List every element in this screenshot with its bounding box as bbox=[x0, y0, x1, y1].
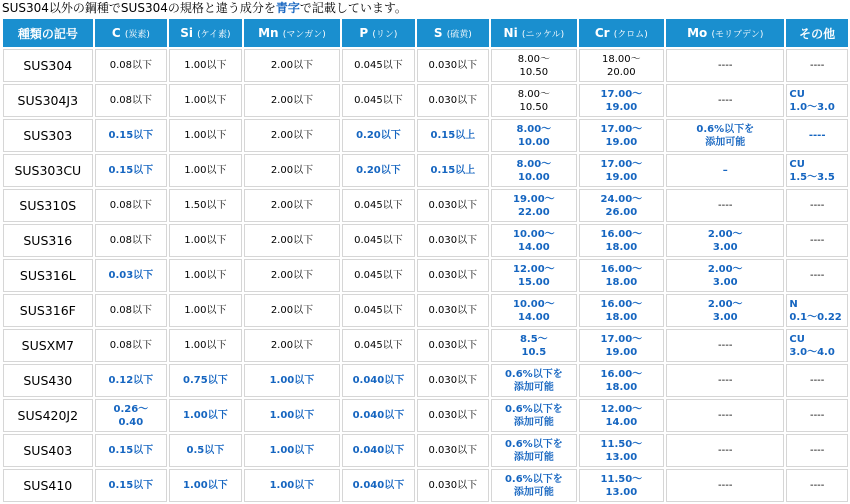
table-row bbox=[3, 154, 848, 187]
cell-silicon: 1.00以下 bbox=[169, 469, 242, 502]
table-row bbox=[3, 469, 848, 502]
table-row bbox=[3, 259, 848, 292]
cell-nickel: 0.6%以下を 添加可能 bbox=[491, 434, 577, 467]
header-molybdenum bbox=[666, 19, 784, 47]
cell-other: ---- bbox=[786, 434, 848, 467]
cell-sulfur: 0.030以下 bbox=[417, 49, 489, 82]
cell-molybdenum: 2.00～ 3.00 bbox=[666, 294, 784, 327]
header-carbon bbox=[95, 19, 167, 47]
cell-molybdenum: ---- bbox=[666, 469, 784, 502]
cell-grade: SUS303 bbox=[3, 119, 93, 152]
cell-molybdenum: ---- bbox=[666, 434, 784, 467]
cell-chromium: 24.00～ 26.00 bbox=[579, 189, 664, 222]
cell-nickel: 0.6%以下を 添加可能 bbox=[491, 364, 577, 397]
cell-grade: SUS316L bbox=[3, 259, 93, 292]
cell-molybdenum: 2.00～ 3.00 bbox=[666, 259, 784, 292]
cell-phosphorus: 0.045以下 bbox=[342, 259, 414, 292]
table-row bbox=[3, 399, 848, 432]
header-sublabel: (ケイ素) bbox=[197, 30, 231, 40]
cell-silicon: 1.00以下 bbox=[169, 119, 242, 152]
cell-silicon: 0.5以下 bbox=[169, 434, 242, 467]
cell-other: ---- bbox=[786, 364, 848, 397]
caption-prefix: SUS304以外の鋼種でSUS304の規格と違う成分を bbox=[2, 1, 276, 15]
header-sublabel: (ニッケル) bbox=[521, 30, 565, 40]
cell-nickel: 8.00～ 10.50 bbox=[491, 49, 577, 82]
cell-phosphorus: 0.040以下 bbox=[342, 364, 414, 397]
header-silicon bbox=[169, 19, 242, 47]
cell-grade: SUS316 bbox=[3, 224, 93, 257]
cell-manganese: 1.00以下 bbox=[244, 434, 341, 467]
header-label: P bbox=[359, 26, 373, 40]
steel-composition-table bbox=[1, 17, 850, 504]
cell-other: CU 1.5～3.5 bbox=[786, 154, 848, 187]
cell-molybdenum: – bbox=[666, 154, 784, 187]
caption-highlight: 青字 bbox=[275, 1, 300, 15]
cell-molybdenum: ---- bbox=[666, 364, 784, 397]
cell-manganese: 2.00以下 bbox=[244, 84, 341, 117]
cell-phosphorus: 0.045以下 bbox=[342, 224, 414, 257]
header-other bbox=[786, 19, 848, 47]
cell-chromium: 17.00～ 19.00 bbox=[579, 84, 664, 117]
cell-other: CU 3.0～4.0 bbox=[786, 329, 848, 362]
table-row bbox=[3, 119, 848, 152]
header-label: Mo bbox=[687, 26, 712, 40]
cell-other: ---- bbox=[786, 469, 848, 502]
cell-chromium: 18.00～ 20.00 bbox=[579, 49, 664, 82]
table-row bbox=[3, 329, 848, 362]
cell-manganese: 2.00以下 bbox=[244, 224, 341, 257]
cell-phosphorus: 0.040以下 bbox=[342, 399, 414, 432]
cell-chromium: 17.00～ 19.00 bbox=[579, 329, 664, 362]
cell-carbon: 0.08以下 bbox=[95, 329, 167, 362]
header-sublabel: (マンガン) bbox=[282, 30, 326, 40]
caption-suffix: で記載しています。 bbox=[299, 1, 407, 15]
cell-phosphorus: 0.040以下 bbox=[342, 469, 414, 502]
cell-carbon: 0.08以下 bbox=[95, 49, 167, 82]
cell-silicon: 1.50以下 bbox=[169, 189, 242, 222]
cell-carbon: 0.08以下 bbox=[95, 294, 167, 327]
cell-carbon: 0.15以下 bbox=[95, 469, 167, 502]
header-phosphorus bbox=[342, 19, 414, 47]
header-label: Cr bbox=[594, 26, 614, 40]
cell-carbon: 0.08以下 bbox=[95, 189, 167, 222]
cell-phosphorus: 0.045以下 bbox=[342, 84, 414, 117]
header-sublabel: (リン) bbox=[372, 30, 398, 40]
cell-phosphorus: 0.045以下 bbox=[342, 329, 414, 362]
cell-phosphorus: 0.040以下 bbox=[342, 434, 414, 467]
cell-nickel: 0.6%以下を 添加可能 bbox=[491, 469, 577, 502]
cell-silicon: 1.00以下 bbox=[169, 84, 242, 117]
cell-phosphorus: 0.045以下 bbox=[342, 49, 414, 82]
cell-carbon: 0.08以下 bbox=[95, 224, 167, 257]
cell-manganese: 1.00以下 bbox=[244, 469, 341, 502]
cell-nickel: 8.00～ 10.50 bbox=[491, 84, 577, 117]
header-label: その他 bbox=[799, 26, 836, 41]
cell-grade: SUS303CU bbox=[3, 154, 93, 187]
header-label: S bbox=[433, 26, 447, 40]
cell-sulfur: 0.030以下 bbox=[417, 469, 489, 502]
cell-manganese: 2.00以下 bbox=[244, 329, 341, 362]
cell-molybdenum: ---- bbox=[666, 189, 784, 222]
cell-nickel: 10.00～ 14.00 bbox=[491, 294, 577, 327]
cell-silicon: 1.00以下 bbox=[169, 399, 242, 432]
cell-manganese: 2.00以下 bbox=[244, 259, 341, 292]
cell-grade: SUS403 bbox=[3, 434, 93, 467]
table-row bbox=[3, 294, 848, 327]
cell-chromium: 11.50～ 13.00 bbox=[579, 434, 664, 467]
table-row bbox=[3, 84, 848, 117]
cell-phosphorus: 0.045以下 bbox=[342, 189, 414, 222]
cell-carbon: 0.15以下 bbox=[95, 434, 167, 467]
cell-sulfur: 0.030以下 bbox=[417, 434, 489, 467]
cell-molybdenum: ---- bbox=[666, 399, 784, 432]
cell-manganese: 2.00以下 bbox=[244, 49, 341, 82]
cell-molybdenum: ---- bbox=[666, 49, 784, 82]
cell-silicon: 1.00以下 bbox=[169, 224, 242, 257]
cell-sulfur: 0.030以下 bbox=[417, 399, 489, 432]
header-sublabel: (モリブデン) bbox=[711, 30, 764, 40]
cell-grade: SUS316F bbox=[3, 294, 93, 327]
cell-manganese: 2.00以下 bbox=[244, 119, 341, 152]
cell-other: N 0.1～0.22 bbox=[786, 294, 848, 327]
header-chromium bbox=[579, 19, 664, 47]
cell-sulfur: 0.030以下 bbox=[417, 364, 489, 397]
cell-carbon: 0.08以下 bbox=[95, 84, 167, 117]
cell-nickel: 19.00～ 22.00 bbox=[491, 189, 577, 222]
cell-manganese: 2.00以下 bbox=[244, 154, 341, 187]
cell-silicon: 1.00以下 bbox=[169, 329, 242, 362]
cell-chromium: 11.50～ 13.00 bbox=[579, 469, 664, 502]
cell-nickel: 8.5～ 10.5 bbox=[491, 329, 577, 362]
cell-other: ---- bbox=[786, 399, 848, 432]
header-grade bbox=[3, 19, 93, 47]
header-sulfur bbox=[417, 19, 489, 47]
cell-chromium: 16.00～ 18.00 bbox=[579, 294, 664, 327]
cell-sulfur: 0.030以下 bbox=[417, 259, 489, 292]
cell-grade: SUS410 bbox=[3, 469, 93, 502]
table-row bbox=[3, 224, 848, 257]
cell-carbon: 0.12以下 bbox=[95, 364, 167, 397]
cell-grade: SUS304J3 bbox=[3, 84, 93, 117]
cell-silicon: 1.00以下 bbox=[169, 49, 242, 82]
cell-silicon: 1.00以下 bbox=[169, 154, 242, 187]
header-nickel bbox=[491, 19, 577, 47]
cell-grade: SUS310S bbox=[3, 189, 93, 222]
cell-chromium: 16.00～ 18.00 bbox=[579, 364, 664, 397]
cell-sulfur: 0.15以上 bbox=[417, 154, 489, 187]
cell-sulfur: 0.030以下 bbox=[417, 189, 489, 222]
cell-other: ---- bbox=[786, 259, 848, 292]
cell-grade: SUS304 bbox=[3, 49, 93, 82]
table-body bbox=[3, 49, 848, 502]
cell-manganese: 1.00以下 bbox=[244, 364, 341, 397]
cell-other: CU 1.0～3.0 bbox=[786, 84, 848, 117]
table-caption bbox=[0, 0, 850, 17]
cell-sulfur: 0.030以下 bbox=[417, 329, 489, 362]
cell-chromium: 16.00～ 18.00 bbox=[579, 224, 664, 257]
cell-carbon: 0.15以下 bbox=[95, 154, 167, 187]
cell-molybdenum: 2.00～ 3.00 bbox=[666, 224, 784, 257]
cell-carbon: 0.26～ 0.40 bbox=[95, 399, 167, 432]
table-row bbox=[3, 49, 848, 82]
cell-phosphorus: 0.20以下 bbox=[342, 119, 414, 152]
cell-nickel: 10.00～ 14.00 bbox=[491, 224, 577, 257]
header-row bbox=[3, 19, 848, 47]
cell-silicon: 1.00以下 bbox=[169, 294, 242, 327]
cell-sulfur: 0.030以下 bbox=[417, 294, 489, 327]
header-sublabel: (クロム) bbox=[613, 30, 648, 40]
cell-carbon: 0.03以下 bbox=[95, 259, 167, 292]
cell-nickel: 12.00～ 15.00 bbox=[491, 259, 577, 292]
cell-chromium: 16.00～ 18.00 bbox=[579, 259, 664, 292]
cell-nickel: 8.00～ 10.00 bbox=[491, 119, 577, 152]
cell-grade: SUS420J2 bbox=[3, 399, 93, 432]
cell-nickel: 8.00～ 10.00 bbox=[491, 154, 577, 187]
header-manganese bbox=[244, 19, 341, 47]
cell-phosphorus: 0.045以下 bbox=[342, 294, 414, 327]
cell-other: ---- bbox=[786, 119, 848, 152]
table-row bbox=[3, 364, 848, 397]
cell-manganese: 2.00以下 bbox=[244, 189, 341, 222]
cell-grade: SUS430 bbox=[3, 364, 93, 397]
cell-chromium: 12.00～ 14.00 bbox=[579, 399, 664, 432]
cell-carbon: 0.15以下 bbox=[95, 119, 167, 152]
cell-molybdenum: ---- bbox=[666, 84, 784, 117]
cell-molybdenum: 0.6%以下を 添加可能 bbox=[666, 119, 784, 152]
cell-other: ---- bbox=[786, 189, 848, 222]
cell-other: ---- bbox=[786, 49, 848, 82]
cell-manganese: 2.00以下 bbox=[244, 294, 341, 327]
table-row bbox=[3, 434, 848, 467]
cell-other: ---- bbox=[786, 224, 848, 257]
header-sublabel: (硫黄) bbox=[446, 30, 472, 40]
header-label: 種類の記号 bbox=[17, 26, 78, 41]
table-row bbox=[3, 189, 848, 222]
cell-chromium: 17.00～ 19.00 bbox=[579, 119, 664, 152]
cell-manganese: 1.00以下 bbox=[244, 399, 341, 432]
cell-phosphorus: 0.20以下 bbox=[342, 154, 414, 187]
header-label: Mn bbox=[258, 26, 283, 40]
header-label: Ni bbox=[503, 26, 522, 40]
cell-chromium: 17.00～ 19.00 bbox=[579, 154, 664, 187]
cell-molybdenum: ---- bbox=[666, 329, 784, 362]
cell-nickel: 0.6%以下を 添加可能 bbox=[491, 399, 577, 432]
cell-silicon: 0.75以下 bbox=[169, 364, 242, 397]
cell-sulfur: 0.15以上 bbox=[417, 119, 489, 152]
header-label: C bbox=[111, 26, 125, 40]
cell-grade: SUSXM7 bbox=[3, 329, 93, 362]
cell-sulfur: 0.030以下 bbox=[417, 84, 489, 117]
header-sublabel: (炭素) bbox=[124, 30, 150, 40]
cell-silicon: 1.00以下 bbox=[169, 259, 242, 292]
cell-sulfur: 0.030以下 bbox=[417, 224, 489, 257]
header-label: Si bbox=[180, 26, 198, 40]
